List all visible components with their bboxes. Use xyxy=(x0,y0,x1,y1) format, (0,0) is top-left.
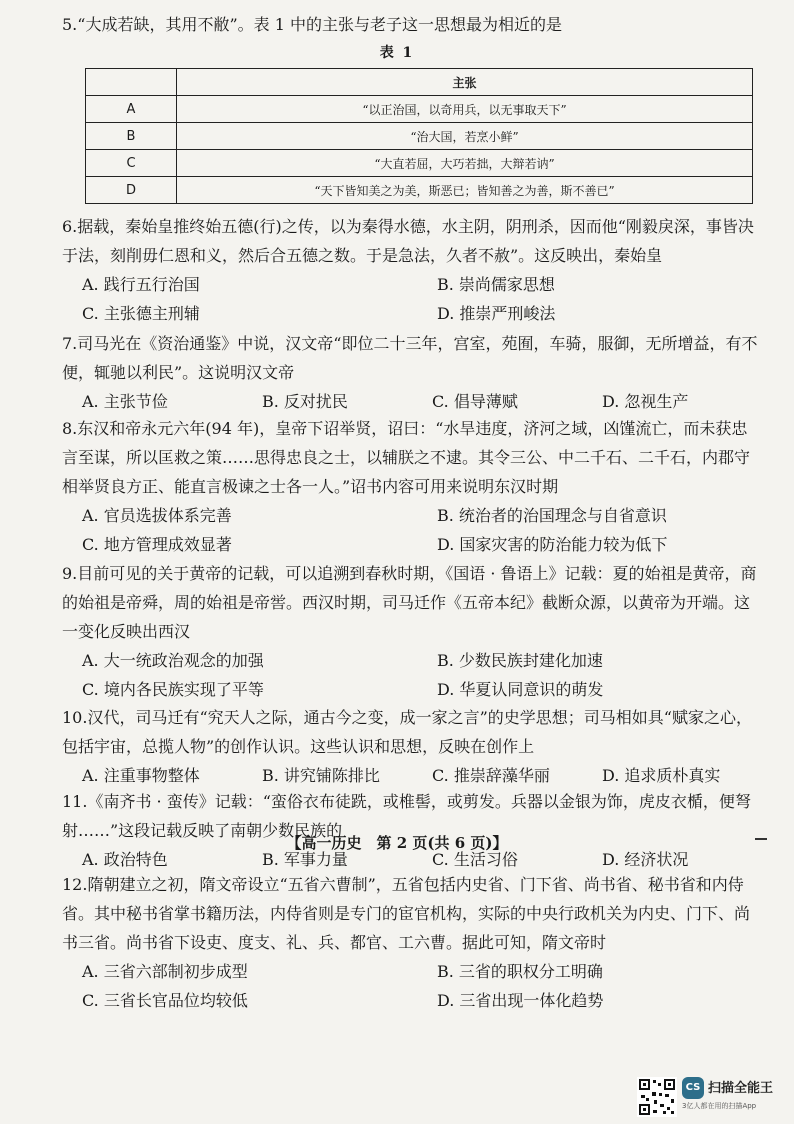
row-label: B xyxy=(86,123,177,150)
options xyxy=(82,270,772,328)
table-corner-cell xyxy=(86,69,177,96)
table-caption: 表 1 xyxy=(379,45,415,61)
table-row xyxy=(86,96,753,123)
scanner-logo-badge: CS xyxy=(682,1077,704,1099)
option-d: D. 华夏认同意识的萌发 xyxy=(437,680,604,699)
option-b: B. 三省的职权分工明确 xyxy=(437,962,603,981)
option-c: C. 三省长官品位均较低 xyxy=(82,991,248,1010)
options xyxy=(82,761,772,790)
question-stem: 9.目前可见的关于黄帝的记载，可以追溯到春秋时期，《国语 · 鲁语上》记载：夏的始祖是黄帝，商的始祖是帝舜，周的始祖是帝喾。西汉时期，司马迁作《五帝本纪》截断众源，以黄帝为开端。这一变化反映出西汉 xyxy=(62,564,757,641)
question-stem: 5.“大成若缺，其用不敝”。表 1 中的主张与老子这一思想最为相近的是 xyxy=(62,15,562,34)
question-stem: 11.《南齐书 · 蛮传》记载：“蛮俗衣布徒跣，或椎髻，或剪发。兵器以金银为饰，虎皮衣楯，便弩射……”这段记载反映了南朝少数民族的 xyxy=(62,792,751,840)
row-text: “治大国，若烹小鲜” xyxy=(177,123,753,150)
option-d: D. 国家灾害的防治能力较为低下 xyxy=(437,535,668,554)
option-d: D. 追求质朴真实 xyxy=(602,766,721,785)
table-header: 主张 xyxy=(177,69,753,96)
option-c: C. 地方管理成效显著 xyxy=(82,535,232,554)
options xyxy=(82,387,772,416)
question-7 xyxy=(62,329,762,416)
options xyxy=(82,501,772,559)
option-c: C. 生活习俗 xyxy=(432,850,518,869)
option-b: B. 反对扰民 xyxy=(262,392,348,411)
option-a: A. 践行五行治国 xyxy=(82,275,200,294)
option-a: A. 三省六部制初步成型 xyxy=(82,962,248,981)
question-11 xyxy=(62,787,762,874)
table-row xyxy=(86,177,753,204)
question-6 xyxy=(62,212,762,328)
question-5 xyxy=(62,10,762,39)
question-stem: 7.司马光在《资治通鉴》中说，汉文帝“即位二十三年，宫室，苑囿，车骑，服御，无所增益，有不便，辄驰以利民”。这说明汉文帝 xyxy=(62,334,758,382)
row-text: “大直若屈，大巧若拙，大辩若讷” xyxy=(177,150,753,177)
option-d: D. 忽视生产 xyxy=(602,392,689,411)
option-b: B. 少数民族封建化加速 xyxy=(437,651,603,670)
scanner-app-name: 扫描全能王 xyxy=(708,1081,774,1096)
question-12 xyxy=(62,870,762,1015)
question-stem: 6.据载，秦始皇推终始五德(行)之传，以为秦得水德，水主阴，阴刑杀，因而他“刚毅戾深，事皆决于法，刻削毋仁恩和义，然后合五德之数。于是急法，久者不赦”。这反映出，秦始皇 xyxy=(62,217,754,265)
option-a: A. 官员选拔体系完善 xyxy=(82,506,232,525)
table-header-row xyxy=(86,69,753,96)
option-a: A. 大一统政治观念的加强 xyxy=(82,651,264,670)
qr-code-icon xyxy=(637,1077,677,1117)
question-9 xyxy=(62,559,762,704)
question-10 xyxy=(62,703,762,790)
option-d: D. 三省出现一体化趋势 xyxy=(437,991,604,1010)
row-label: A xyxy=(86,96,177,123)
table-1 xyxy=(85,68,753,204)
options xyxy=(82,957,772,1015)
option-a: A. 主张节俭 xyxy=(82,392,168,411)
row-text: “天下皆知美之为美，斯恶已；皆知善之为善，斯不善已” xyxy=(177,177,753,204)
row-text: “以正治国，以奇用兵，以无事取天下” xyxy=(177,96,753,123)
option-c: C. 主张德主刑辅 xyxy=(82,304,200,323)
option-d: D. 推崇严刑峻法 xyxy=(437,304,556,323)
question-8 xyxy=(62,414,762,559)
option-a: A. 政治特色 xyxy=(82,850,168,869)
option-c: C. 推崇辞藻华丽 xyxy=(432,766,550,785)
row-label: C xyxy=(86,150,177,177)
option-b: B. 崇尚儒家思想 xyxy=(437,275,555,294)
table-row xyxy=(86,150,753,177)
scanner-slogan: 3亿人都在用的扫描App xyxy=(682,1102,757,1110)
option-b: B. 讲究铺陈排比 xyxy=(262,766,380,785)
question-stem: 10.汉代，司马迁有“究天人之际，通古今之变，成一家之言”的史学思想；司马相如具“赋家之心，包括宇宙，总揽人物”的创作认识。这些认识和思想，反映在创作上 xyxy=(62,708,752,756)
option-a: A. 注重事物整体 xyxy=(82,766,200,785)
page-footer: 【高一历史 第 2 页(共 6 页)】 xyxy=(286,834,508,852)
question-stem: 12.隋朝建立之初，隋文帝设立“五省六曹制”，五省包括内史省、门下省、尚书省、秘书省和内侍省。其中秘书省掌书籍历法，内侍省则是专门的宦官机构，实际的中央行政机关为内史、门下、尚书三省。尚书省下设吏、度支、礼、兵、都官、工六曹。据此可知，隋文帝时 xyxy=(62,875,751,952)
option-c: C. 倡导薄赋 xyxy=(432,392,518,411)
row-label: D xyxy=(86,177,177,204)
option-b: B. 统治者的治国理念与自省意识 xyxy=(437,506,667,525)
table-row xyxy=(86,123,753,150)
option-d: D. 经济状况 xyxy=(602,850,689,869)
footer-dash xyxy=(755,838,767,840)
option-c: C. 境内各民族实现了平等 xyxy=(82,680,264,699)
question-stem: 8.东汉和帝永元六年(94 年)，皇帝下诏举贤，诏曰：“水旱违度，济河之域，凶馑流亡，而未获忠言至谋，所以匡救之策……思得忠良之士，以辅朕之不逮。其令三公、中二千石、二千石，内郡守相举贤良方正、能直言极谏之士各一人。”诏书内容可用来说明东汉时期 xyxy=(62,419,751,496)
option-b: B. 军事力量 xyxy=(262,850,348,869)
options xyxy=(82,646,772,704)
